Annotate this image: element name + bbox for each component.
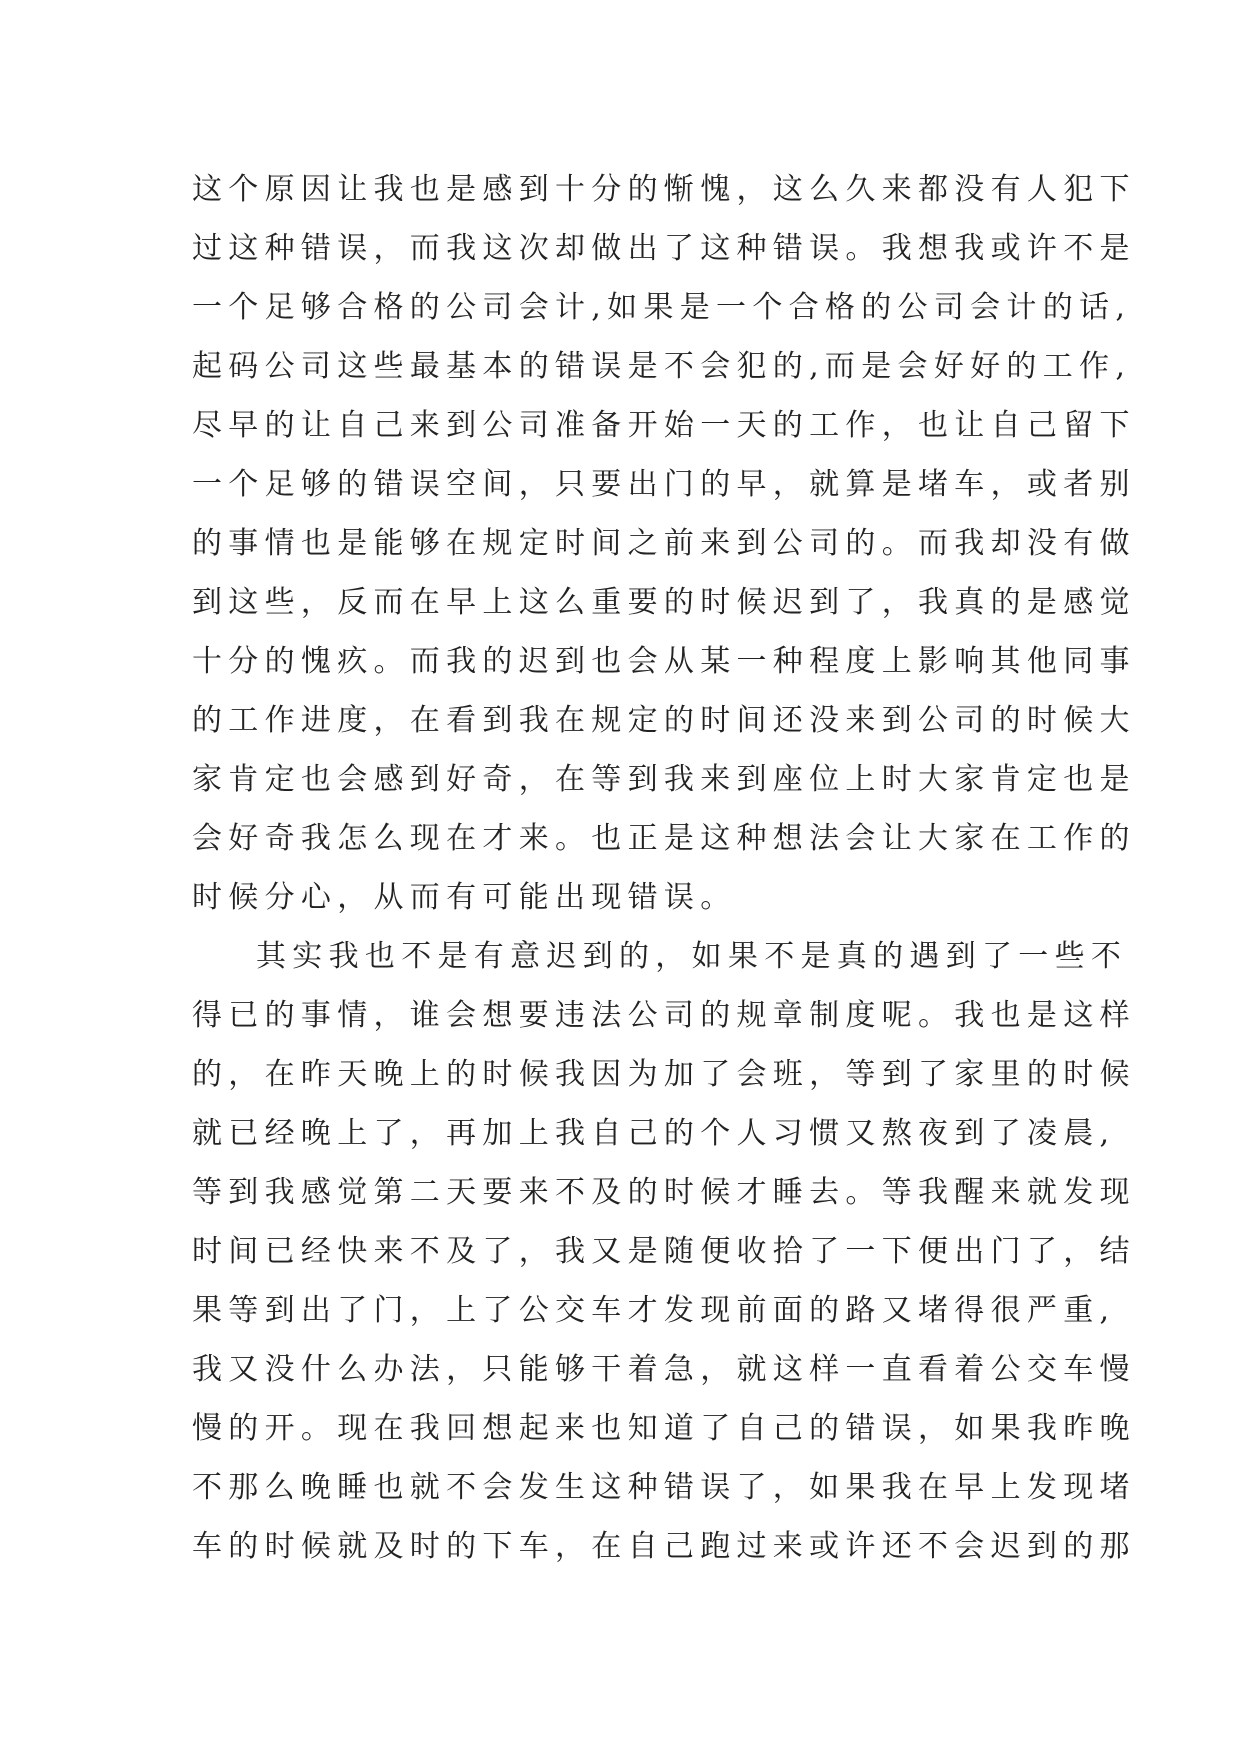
text-line: 过这种错误，而我这次却做出了这种错误。我想我或许不是 xyxy=(192,231,1136,266)
text-line: 这个原因让我也是感到十分的惭愧，这么久来都没有人犯下 xyxy=(192,172,1136,207)
text-line: 一个足够的错误空间，只要出门的早，就算是堵车，或者别 xyxy=(192,467,1136,502)
text-line: 到这些，反而在早上这么重要的时候迟到了，我真的是感觉 xyxy=(192,585,1136,620)
text-line: 起码公司这些最基本的错误是不会犯的,而是会好好的工作, xyxy=(192,349,1132,384)
text-line: 一个足够合格的公司会计,如果是一个合格的公司会计的话, xyxy=(192,290,1132,325)
text-line: 会好奇我怎么现在才来。也正是这种想法会让大家在工作的 xyxy=(192,821,1136,856)
text-line: 时间已经快来不及了，我又是随便收拾了一下便出门了，结 xyxy=(192,1234,1136,1269)
text-line: 我又没什么办法，只能够干着急，就这样一直看着公交车慢 xyxy=(192,1352,1136,1387)
text-line: 得已的事情，谁会想要违法公司的规章制度呢。我也是这样 xyxy=(192,998,1136,1033)
paragraph-start-line: 其实我也不是有意迟到的，如果不是真的遇到了一些不 xyxy=(256,939,1128,974)
text-line: 时候分心，从而有可能出现错误。 xyxy=(192,880,737,915)
text-line: 的事情也是能够在规定时间之前来到公司的。而我却没有做 xyxy=(192,526,1136,561)
body-text xyxy=(192,160,1136,1576)
text-line: 的，在昨天晚上的时候我因为加了会班，等到了家里的时候 xyxy=(192,1057,1136,1092)
text-line: 就已经晚上了，再加上我自己的个人习惯又熬夜到了凌晨, xyxy=(192,1116,1116,1151)
text-line: 慢的开。现在我回想起来也知道了自己的错误，如果我昨晚 xyxy=(192,1411,1136,1446)
text-line: 的工作进度，在看到我在规定的时间还没来到公司的时候大 xyxy=(192,703,1136,738)
text-line: 等到我感觉第二天要来不及的时候才睡去。等我醒来就发现 xyxy=(192,1175,1136,1210)
text-line: 十分的愧疚。而我的迟到也会从某一种程度上影响其他同事 xyxy=(192,644,1136,679)
text-line: 果等到出了门，上了公交车才发现前面的路又堵得很严重, xyxy=(192,1293,1116,1328)
text-line: 尽早的让自己来到公司准备开始一天的工作，也让自己留下 xyxy=(192,408,1136,443)
text-line: 不那么晚睡也就不会发生这种错误了，如果我在早上发现堵 xyxy=(192,1470,1136,1505)
text-line: 家肯定也会感到好奇，在等到我来到座位上时大家肯定也是 xyxy=(192,762,1136,797)
text-line: 车的时候就及时的下车，在自己跑过来或许还不会迟到的那 xyxy=(192,1529,1136,1564)
